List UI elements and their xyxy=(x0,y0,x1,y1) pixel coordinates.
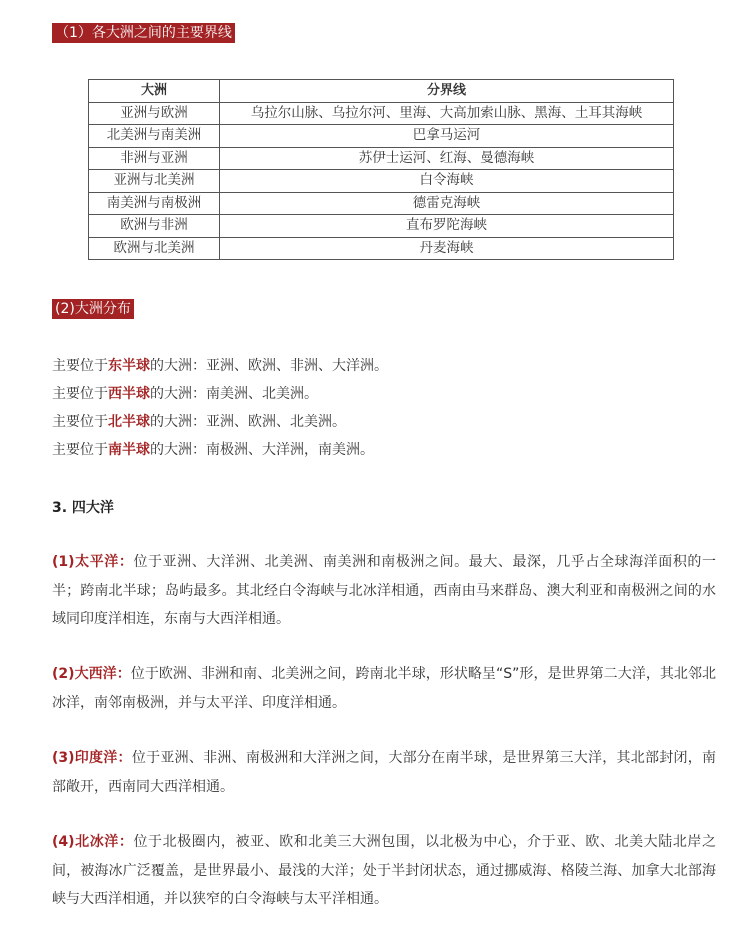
distribution-line xyxy=(52,355,388,375)
ocean-text: 位于北极圈内，被亚、欧和北美三大洲包围，以北极为中心，介于亚、欧、北美大陆北岸之间，被海冰广泛覆盖，是世界最小、最浅的大洋；处于半封闭状态，通过挪威海、格陵兰海、加拿大北部海峡与大西洋相通，并以狭窄的白令海峡与太平洋相通。 xyxy=(52,834,716,907)
table-cell-continents: 亚洲与北美洲 xyxy=(89,170,220,193)
line-suffix: 的大洲：亚洲、欧洲、非洲、大洋洲。 xyxy=(150,358,388,374)
line-suffix: 的大洲：南美洲、北美洲。 xyxy=(150,386,318,402)
table-row xyxy=(89,170,674,193)
table-row xyxy=(89,215,674,238)
hemisphere-label: 西半球 xyxy=(108,386,150,402)
ocean-title: (2)大西洋： xyxy=(52,666,131,682)
ocean-text: 位于亚洲、非洲、南极洲和大洋洲之间，大部分在南半球，是世界第三大洋，其北部封闭，南部敞开，西南同大西洋相通。 xyxy=(52,750,716,795)
line-prefix: 主要位于 xyxy=(52,358,108,374)
ocean-title: (1)太平洋： xyxy=(52,554,134,570)
table-cell-continents: 北美洲与南美洲 xyxy=(89,125,220,148)
table-cell-boundary: 巴拿马运河 xyxy=(220,125,674,148)
table-cell-boundary: 丹麦海峡 xyxy=(220,237,674,260)
ocean-paragraph-arctic xyxy=(52,828,716,914)
table-cell-continents: 欧洲与北美洲 xyxy=(89,237,220,260)
ocean-title: (4)北冰洋： xyxy=(52,834,134,850)
distribution-line xyxy=(52,439,374,459)
column-header-continent: 大洲 xyxy=(89,80,220,103)
hemisphere-label: 东半球 xyxy=(108,358,150,374)
line-prefix: 主要位于 xyxy=(52,442,108,458)
line-suffix: 的大洲：亚洲、欧洲、北美洲。 xyxy=(150,414,346,430)
distribution-line xyxy=(52,383,318,403)
table-cell-boundary: 乌拉尔山脉、乌拉尔河、里海、大高加索山脉、黑海、土耳其海峡 xyxy=(220,102,674,125)
table-cell-continents: 南美洲与南极洲 xyxy=(89,192,220,215)
line-prefix: 主要位于 xyxy=(52,386,108,402)
column-header-boundary: 分界线 xyxy=(220,80,674,103)
table-row xyxy=(89,147,674,170)
table-row xyxy=(89,192,674,215)
table-cell-continents: 亚洲与欧洲 xyxy=(89,102,220,125)
section-heading-oceans: 3. 四大洋 xyxy=(52,500,114,516)
ocean-paragraph-atlantic xyxy=(52,660,716,717)
table-cell-boundary: 直布罗陀海峡 xyxy=(220,215,674,238)
ocean-text: 位于亚洲、大洋洲、北美洲、南美洲和南极洲之间。最大、最深，几乎占全球海洋面积的一半；跨南北半球；岛屿最多。其北经白令海峡与北冰洋相通，西南由马来群岛、澳大利亚和南极洲之间的水域同印度洋相连，东南与大西洋相通。 xyxy=(52,554,716,627)
table-row xyxy=(89,237,674,260)
hemisphere-label: 南半球 xyxy=(108,442,150,458)
hemisphere-label: 北半球 xyxy=(108,414,150,430)
ocean-text: 位于欧洲、非洲和南、北美洲之间，跨南北半球，形状略呈“S”形，是世界第二大洋，其北邻北冰洋，南邻南极洲，并与太平洋、印度洋相通。 xyxy=(52,666,717,711)
ocean-paragraph-pacific xyxy=(52,548,716,634)
table-row xyxy=(89,125,674,148)
section-heading-boundaries: （1）各大洲之间的主要界线 xyxy=(52,23,235,43)
ocean-paragraph-indian xyxy=(52,744,716,801)
table-header-row xyxy=(89,80,674,103)
section-heading-distribution: (2)大洲分布 xyxy=(52,299,134,319)
table-cell-continents: 非洲与亚洲 xyxy=(89,147,220,170)
table-cell-continents: 欧洲与非洲 xyxy=(89,215,220,238)
boundaries-table xyxy=(88,79,674,260)
line-prefix: 主要位于 xyxy=(52,414,108,430)
table-cell-boundary: 白令海峡 xyxy=(220,170,674,193)
table-row xyxy=(89,102,674,125)
distribution-line xyxy=(52,411,346,431)
table-cell-boundary: 苏伊士运河、红海、曼德海峡 xyxy=(220,147,674,170)
ocean-title: (3)印度洋： xyxy=(52,750,132,766)
table-cell-boundary: 德雷克海峡 xyxy=(220,192,674,215)
line-suffix: 的大洲：南极洲、大洋洲，南美洲。 xyxy=(150,442,374,458)
